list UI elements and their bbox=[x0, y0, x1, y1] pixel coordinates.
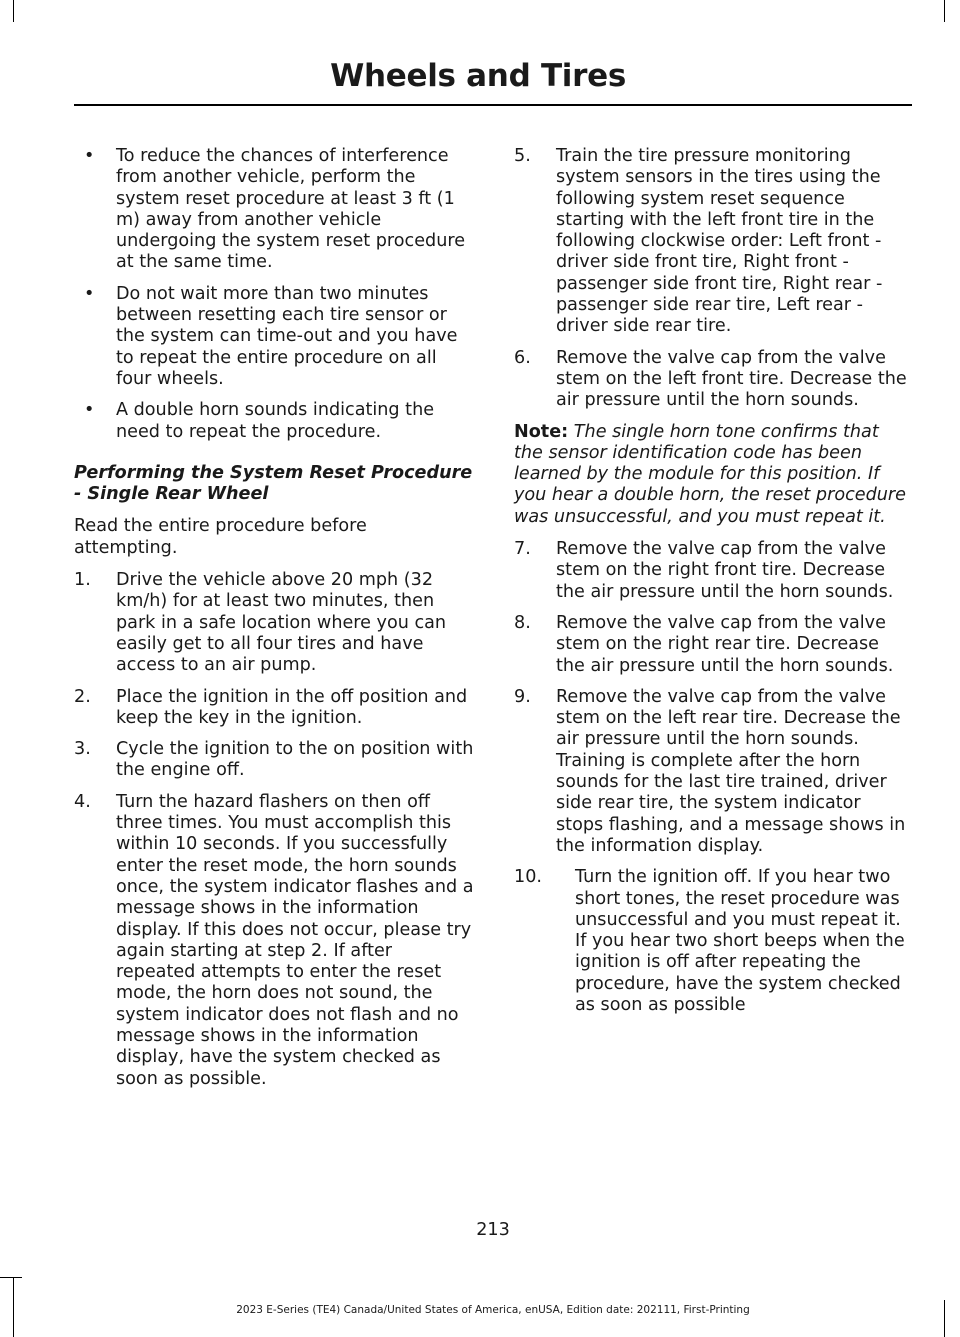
bullet-marker: • bbox=[84, 146, 95, 166]
crop-mark bbox=[0, 1277, 22, 1278]
page-number: 213 bbox=[476, 1220, 510, 1240]
step-number: 2. bbox=[74, 686, 91, 707]
step-item bbox=[74, 570, 474, 676]
note-paragraph bbox=[514, 422, 908, 528]
crop-mark bbox=[13, 0, 14, 22]
right-column bbox=[514, 146, 908, 1026]
bullet-text: A double horn sounds indicating the need to repeat the procedure. bbox=[116, 400, 435, 442]
page-header-title: Wheels and Tires bbox=[330, 58, 626, 94]
step-text: Remove the valve cap from the valve stem on the left rear tire. Decrease the air pressure until the horn sounds. Training is complete after the horn sounds for the last tire trained, driver side rear tire, the system indicator stops flashing, and a message shows in the information display. bbox=[556, 686, 906, 856]
step-text: Remove the valve cap from the valve stem on the right rear tire. Decrease the air pressure until the horn sounds. bbox=[556, 612, 894, 676]
left-column bbox=[74, 146, 474, 1100]
step-item bbox=[74, 739, 474, 782]
step-number: 9. bbox=[514, 686, 531, 707]
step-number: 3. bbox=[74, 739, 91, 760]
header-rule bbox=[74, 104, 912, 106]
step-text: Remove the valve cap from the valve stem on the right front tire. Decrease the air pressure until the horn sounds. bbox=[556, 539, 894, 602]
footer-text: 2023 E-Series (TE4) Canada/United States of America, enUSA, Edition date: 202111, First-Printing bbox=[236, 1304, 750, 1316]
bullet-marker: • bbox=[84, 283, 95, 304]
step-item bbox=[74, 687, 474, 730]
crop-mark bbox=[944, 0, 945, 22]
step-text: Train the tire pressure monitoring system sensors in the tires using the following system reset sequence starting with the left front tire in the following clockwise order: Left front - driver side front tire, Right front - passenger side front tire, Right rear - passenger side rear tire, Left rear - driver side rear tire. bbox=[556, 146, 883, 337]
step-number: 4. bbox=[74, 791, 91, 812]
step-text: Cycle the ignition to the on position with the engine off. bbox=[116, 739, 474, 781]
list-item bbox=[74, 400, 474, 443]
step-item bbox=[514, 687, 908, 857]
step-number: 6. bbox=[514, 347, 531, 368]
step-number: 7. bbox=[514, 539, 531, 560]
step-text: Place the ignition in the off position and keep the key in the ignition. bbox=[116, 686, 468, 728]
step-number: 1. bbox=[74, 570, 91, 591]
step-text: Remove the valve cap from the valve stem on the left front tire. Decrease the air pressure until the horn sounds. bbox=[556, 347, 907, 411]
step-item bbox=[514, 146, 908, 338]
step-item bbox=[514, 613, 908, 677]
step-item bbox=[74, 792, 474, 1090]
note-text: The single horn tone confirms that the sensor identification code has been learned by the module for this position. If you hear a double horn, the reset procedure was unsuccessful, and you must repeat it. bbox=[514, 421, 906, 527]
step-number: 10. bbox=[514, 867, 542, 888]
step-item bbox=[514, 348, 908, 412]
step-text: Turn the ignition off. If you hear two short tones, the reset procedure was unsuccessful and you must repeat it. If you hear two short beeps when the ignition is off after repeating the procedure, have the system checked as soon as possible bbox=[575, 867, 905, 1015]
step-text: Turn the hazard flashers on then off three times. You must accomplish this within 10 seconds. If you successfully enter the reset mode, the horn sounds once, the system indicator flashes and a message shows in the information display. If this does not occur, please try again starting at step 2. If after repeated attempts to enter the reset mode, the horn does not sound, the system indicator does not flash and no message shows in the information display, have the system checked as soon as possible. bbox=[116, 791, 474, 1089]
step-number: 5. bbox=[514, 146, 531, 166]
step-number: 8. bbox=[514, 612, 531, 633]
bullet-text: To reduce the chances of interference from another vehicle, perform the system reset procedure at least 3 ft (1 m) away from another vehicle undergoing the system reset procedure at the same time. bbox=[116, 146, 466, 273]
section-heading: Performing the System Reset Procedure - Single Rear Wheel bbox=[74, 462, 473, 505]
step-item bbox=[514, 867, 908, 1016]
step-item bbox=[514, 539, 908, 603]
step-text: Drive the vehicle above 20 mph (32 km/h) for at least two minutes, then park in a safe location where you can easily get to all four tires and have access to an air pump. bbox=[116, 570, 447, 676]
bullet-marker: • bbox=[84, 400, 95, 421]
bullet-text: Do not wait more than two minutes between resetting each tire sensor or the system can time-out and you have to repeat the entire procedure on all four wheels. bbox=[116, 283, 458, 389]
intro-paragraph: Read the entire procedure before attempting. bbox=[74, 516, 367, 558]
list-item bbox=[74, 146, 474, 274]
note-label: Note: bbox=[514, 421, 569, 442]
list-item bbox=[74, 284, 474, 390]
